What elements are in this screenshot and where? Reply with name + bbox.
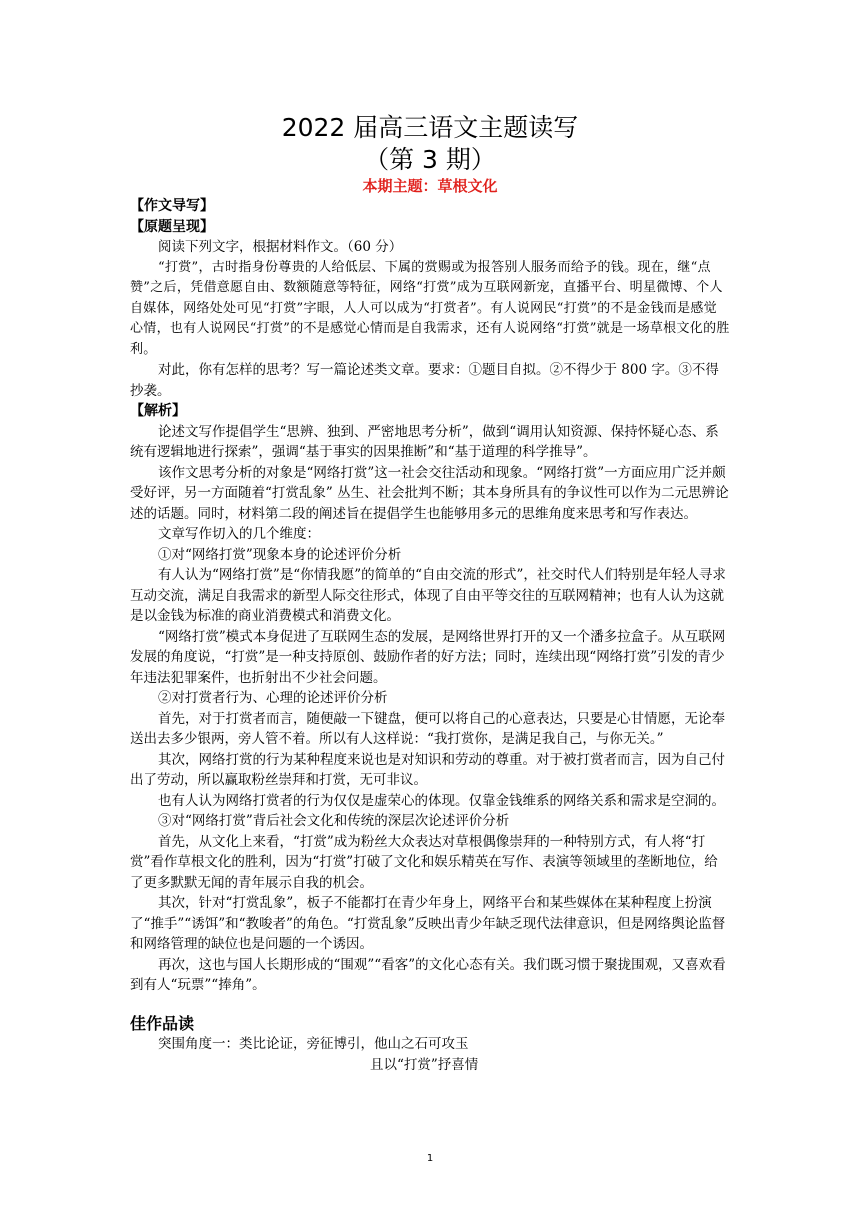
analysis-paragraph: “网络打赏”模式本身促进了互联网生态的发展，是网络世界打开的又一个潘多拉盒子。从互联网发展的角度说，“打赏”是一种支持原创、鼓励作者的好方法；同时，连续出现“网络打赏”引发的青少年违法犯罪案件，也折射出不少社会问题。 (130, 628, 726, 686)
prompt-intro: 阅读下列文字，根据材料作文。（60 分） (158, 239, 403, 255)
document-body (130, 196, 730, 1075)
essay-title: 且以“打赏”抒喜情 (370, 1056, 479, 1073)
analysis-subheading: ③对“网络打赏”背后社会文化和传统的深层次论述评价分析 (158, 813, 510, 829)
analysis-paragraph: 首先，从文化上来看，“打赏”成为粉丝大众表达对草根偶像崇拜的一种特别方式，有人将“打赏”看作草根文化的胜利，因为“打赏”打破了文化和娱乐精英在写作、表演等领域里的垄断地位，给了更多默默无闻的青年展示自我的机会。 (130, 833, 718, 891)
section-heading-reading: 佳作品读 (130, 1013, 195, 1033)
analysis-paragraph: 首先，对于打赏者而言，随便敲一下键盘，便可以将自己的心意表达，只要是心甘情愿，无论奉送出去多少银两，旁人管不着。所以有人这样说：“我打赏你，是满足我自己，与你无关。” (130, 710, 725, 747)
issue-number: （第 3 期） (364, 145, 496, 174)
analysis-paragraph: 也有人认为网络打赏者的行为仅仅是虚荣心的体现。仅靠金钱维系的网络关系和需求是空洞的。 (158, 792, 725, 809)
analysis-subheading: ②对打赏者行为、心理的论述评价分析 (158, 690, 388, 706)
page-number: 1 (426, 1153, 434, 1164)
section-heading-prompt: 【原题呈现】 (130, 218, 214, 235)
prompt-requirement: 对此，你有怎样的思考？写一篇论述类文章。要求：①题目自拟。②不得少于 800 字。③不得抄袭。 (130, 362, 719, 399)
section-heading-analysis: 【解析】 (130, 403, 186, 419)
issue-theme: 本期主题：草根文化 (362, 177, 498, 195)
analysis-paragraph: 文章写作切入的几个维度： (158, 526, 320, 542)
document-title: 2022 届高三语文主题读写 (281, 113, 579, 142)
analysis-subheading: ①对“网络打赏”现象本身的论述评价分析 (158, 546, 402, 563)
analysis-paragraph: 再次，这也与国人长期形成的“围观”“看客”的文化心态有关。我们既习惯于聚拢围观，又喜欢看到有人“玩票”“捧角”。 (130, 956, 726, 993)
analysis-paragraph: 其次，针对“打赏乱象”，板子不能都打在青少年身上，网络平台和某些媒体在某种程度上扮演了“推手”“诱饵”和“教唆者”的角色。“打赏乱象”反映出青少年缺乏现代法律意识，但是网络舆论监督和网络管理的缺位也是问题的一个诱因。 (130, 895, 726, 952)
analysis-paragraph: 论述文写作提倡学生“思辨、独到、严密地思考分析”，做到“调用认知资源、保持怀疑心态、系统有逻辑地进行探索”，强调“基于事实的因果推断”和“基于道理的科学推导”。 (130, 423, 719, 460)
analysis-paragraph: 其次，网络打赏的行为某种程度来说也是对知识和劳动的尊重。对于被打赏者而言，因为自己付出了劳动，所以赢取粉丝崇拜和打赏，无可非议。 (130, 751, 725, 788)
reading-angle: 突围角度一：类比论证，旁征博引，他山之石可攻玉 (158, 1036, 469, 1052)
section-heading-guide: 【作文导写】 (130, 198, 214, 214)
analysis-paragraph: 有人认为“网络打赏”是“你情我愿”的简单的“自由交流的形式”，社交时代人们特别是年轻人寻求互动交流，满足自我需求的新型人际交往形式，体现了自由平等交往的互联网精神；也有人认为这就是以金钱为标准的商业消费模式和消费文化。 (130, 567, 726, 624)
prompt-material: “打赏”，古时指身份尊贵的人给低层、下属的赏赐或为报答别人服务而给予的钱。现在，继“点赞”之后，凭借意愿自由、数额随意等特征，网络“打赏”成为互联网新宠，直播平台、明星微博、个人自媒体，网络处处可见“打赏”字眼，人人可以成为“打赏者”。有人说网民“打赏”的不是金钱而是感觉心情，也有人说网民“打赏”的不是感觉心情而是自我需求，还有人说网络“打赏”就是一场草根文化的胜利。 (130, 259, 730, 357)
analysis-paragraph: 该作文思考分析的对象是“网络打赏”这一社会交往活动和现象。“网络打赏”一方面应用广泛并颇受好评，另一方面随着“打赏乱象” 丛生、社会批判不断；其本身所具有的争议性可以作为二元思辨论述的话题。同时，材料第二段的阐述旨在提倡学生也能够用多元的思维角度来思考和写作表达。 (130, 464, 729, 522)
